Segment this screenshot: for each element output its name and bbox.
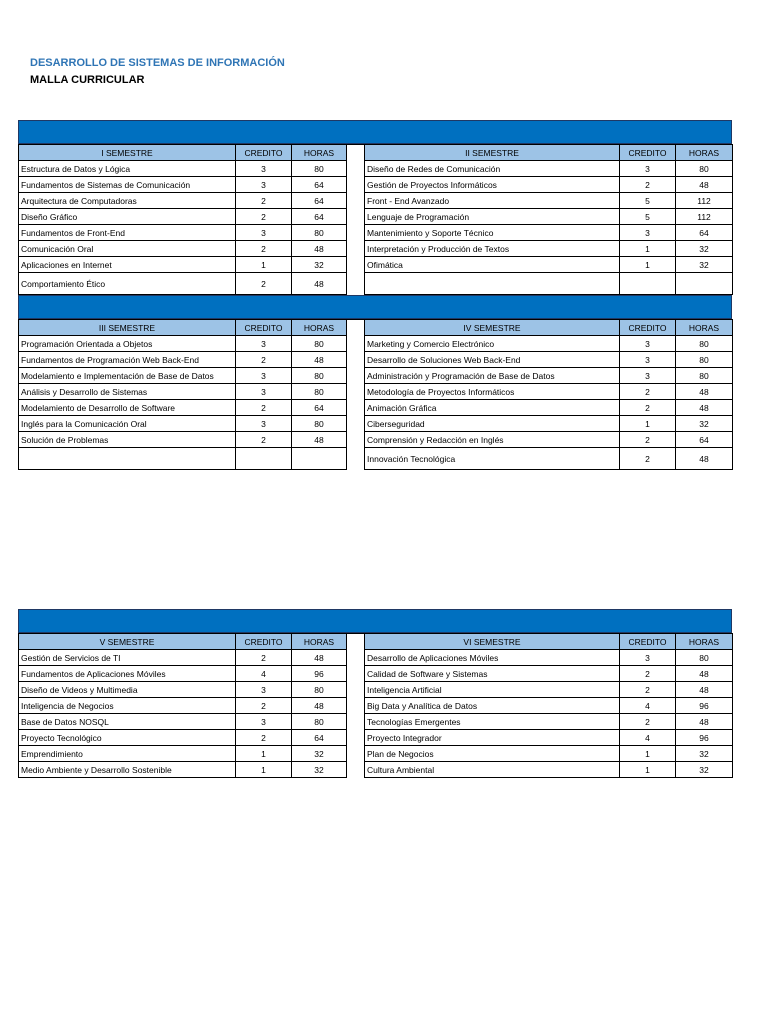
course-hours: 96 (676, 730, 733, 746)
course-credit: 2 (236, 241, 292, 257)
course-credit: 3 (620, 336, 676, 352)
course-credit: 3 (620, 368, 676, 384)
course-name: Lenguaje de Programación (365, 209, 620, 225)
course-name: Comportamiento Ético (19, 273, 236, 295)
hours-column-header: HORAS (676, 320, 733, 336)
course-credit: 2 (236, 352, 292, 368)
course-credit (620, 273, 676, 295)
column-gap (347, 241, 365, 257)
course-credit: 2 (236, 209, 292, 225)
course-credit: 2 (620, 714, 676, 730)
course-credit: 5 (620, 193, 676, 209)
course-credit: 1 (620, 257, 676, 273)
column-gap (347, 634, 365, 650)
column-gap (347, 432, 365, 448)
table-row (19, 161, 733, 177)
semester-block (18, 120, 732, 295)
course-credit: 3 (236, 368, 292, 384)
course-name: Fundamentos de Front-End (19, 225, 236, 241)
hours-column-header: HORAS (292, 145, 347, 161)
hours-column-header: HORAS (676, 634, 733, 650)
semester-block (18, 609, 732, 778)
course-hours: 32 (676, 257, 733, 273)
course-name: Fundamentos de Programación Web Back-End (19, 352, 236, 368)
course-hours: 48 (676, 384, 733, 400)
course-credit: 3 (620, 352, 676, 368)
column-gap (347, 273, 365, 295)
course-hours: 48 (676, 400, 733, 416)
document-title: DESARROLLO DE SISTEMAS DE INFORMACIÓN (30, 57, 285, 69)
course-credit: 2 (236, 400, 292, 416)
table-row (19, 762, 733, 778)
course-hours (676, 273, 733, 295)
table-header-row (19, 145, 733, 161)
course-credit: 2 (620, 177, 676, 193)
table-row (19, 273, 733, 295)
course-hours (292, 448, 347, 470)
course-hours: 32 (292, 257, 347, 273)
column-gap (347, 257, 365, 273)
course-hours: 48 (676, 682, 733, 698)
course-hours: 64 (676, 225, 733, 241)
column-gap (347, 177, 365, 193)
left-semester-label: I SEMESTRE (19, 145, 236, 161)
course-hours: 48 (676, 448, 733, 470)
course-credit: 3 (236, 416, 292, 432)
course-name: Marketing y Comercio Electrónico (365, 336, 620, 352)
course-credit: 2 (236, 193, 292, 209)
table-row (19, 746, 733, 762)
course-name: Diseño de Redes de Comunicación (365, 161, 620, 177)
course-credit: 5 (620, 209, 676, 225)
course-credit: 3 (620, 225, 676, 241)
table-row (19, 177, 733, 193)
course-hours: 48 (292, 241, 347, 257)
right-semester-label: VI SEMESTRE (365, 634, 620, 650)
credit-column-header: CREDITO (620, 145, 676, 161)
course-name: Fundamentos de Aplicaciones Móviles (19, 666, 236, 682)
credit-column-header: CREDITO (236, 320, 292, 336)
column-gap (347, 209, 365, 225)
course-credit: 1 (236, 257, 292, 273)
course-hours: 64 (292, 400, 347, 416)
course-name: Inglés para la Comunicación Oral (19, 416, 236, 432)
course-name: Estructura de Datos y Lógica (19, 161, 236, 177)
course-name: Front - End Avanzado (365, 193, 620, 209)
semester-table (18, 319, 733, 470)
course-name: Ofimática (365, 257, 620, 273)
course-name: Big Data y Analítica de Datos (365, 698, 620, 714)
course-credit: 3 (236, 336, 292, 352)
course-name: Calidad de Software y Sistemas (365, 666, 620, 682)
course-credit: 1 (236, 746, 292, 762)
column-gap (347, 746, 365, 762)
column-gap (347, 666, 365, 682)
course-hours: 112 (676, 193, 733, 209)
right-semester-label: II SEMESTRE (365, 145, 620, 161)
course-hours: 48 (292, 650, 347, 666)
column-gap (347, 730, 365, 746)
course-hours: 80 (292, 714, 347, 730)
semester-table (18, 633, 733, 778)
course-hours: 80 (292, 384, 347, 400)
course-hours: 112 (676, 209, 733, 225)
semester-table (18, 144, 733, 295)
course-name: Arquitectura de Computadoras (19, 193, 236, 209)
course-name: Metodología de Proyectos Informáticos (365, 384, 620, 400)
column-gap (347, 193, 365, 209)
course-credit: 1 (620, 241, 676, 257)
right-semester-label: IV SEMESTRE (365, 320, 620, 336)
left-semester-label: V SEMESTRE (19, 634, 236, 650)
credit-column-header: CREDITO (236, 145, 292, 161)
course-credit: 3 (236, 682, 292, 698)
course-credit: 1 (620, 416, 676, 432)
course-hours: 64 (292, 193, 347, 209)
table-row (19, 225, 733, 241)
course-credit: 3 (236, 384, 292, 400)
course-hours: 32 (292, 746, 347, 762)
course-hours: 32 (676, 762, 733, 778)
course-hours: 48 (676, 714, 733, 730)
course-name: Programación Orientada a Objetos (19, 336, 236, 352)
course-name: Mantenimiento y Soporte Técnico (365, 225, 620, 241)
course-name: Comprensión y Redacción en Inglés (365, 432, 620, 448)
course-credit: 2 (620, 666, 676, 682)
column-gap (347, 384, 365, 400)
course-name: Cultura Ambiental (365, 762, 620, 778)
course-name (19, 448, 236, 470)
column-gap (347, 448, 365, 470)
course-hours: 80 (676, 650, 733, 666)
course-name: Desarrollo de Aplicaciones Móviles (365, 650, 620, 666)
table-row (19, 698, 733, 714)
course-hours: 80 (676, 368, 733, 384)
column-gap (347, 352, 365, 368)
column-gap (347, 762, 365, 778)
course-name: Desarrollo de Soluciones Web Back-End (365, 352, 620, 368)
course-name: Gestión de Servicios de TI (19, 650, 236, 666)
course-name: Plan de Negocios (365, 746, 620, 762)
course-credit: 3 (236, 225, 292, 241)
credit-column-header: CREDITO (620, 320, 676, 336)
table-row (19, 193, 733, 209)
table-header-row (19, 320, 733, 336)
table-row (19, 416, 733, 432)
table-row (19, 368, 733, 384)
course-hours: 80 (292, 416, 347, 432)
course-hours: 48 (292, 432, 347, 448)
course-hours: 48 (292, 352, 347, 368)
course-name: Fundamentos de Sistemas de Comunicación (19, 177, 236, 193)
course-hours: 32 (676, 241, 733, 257)
course-name: Comunicación Oral (19, 241, 236, 257)
course-name: Innovación Tecnológica (365, 448, 620, 470)
course-name: Animación Gráfica (365, 400, 620, 416)
column-gap (347, 400, 365, 416)
course-name (365, 273, 620, 295)
course-hours: 32 (292, 762, 347, 778)
course-hours: 80 (292, 161, 347, 177)
course-name: Ciberseguridad (365, 416, 620, 432)
course-credit: 4 (620, 698, 676, 714)
course-credit: 3 (236, 714, 292, 730)
block-header-bar (18, 609, 732, 633)
course-name: Gestión de Proyectos Informáticos (365, 177, 620, 193)
course-hours: 48 (676, 666, 733, 682)
course-hours: 80 (676, 336, 733, 352)
table-row (19, 241, 733, 257)
semester-block (18, 295, 732, 470)
course-hours: 80 (676, 161, 733, 177)
table-row (19, 432, 733, 448)
table-row (19, 666, 733, 682)
table-row (19, 650, 733, 666)
hours-column-header: HORAS (292, 320, 347, 336)
course-name: Inteligencia Artificial (365, 682, 620, 698)
course-credit: 1 (236, 762, 292, 778)
course-credit: 4 (236, 666, 292, 682)
table-row (19, 682, 733, 698)
course-hours: 32 (676, 416, 733, 432)
course-hours: 64 (292, 730, 347, 746)
course-credit: 2 (236, 650, 292, 666)
course-credit: 3 (620, 650, 676, 666)
block-header-bar (18, 120, 732, 144)
column-gap (347, 650, 365, 666)
course-name: Medio Ambiente y Desarrollo Sostenible (19, 762, 236, 778)
course-name: Análisis y Desarrollo de Sistemas (19, 384, 236, 400)
column-gap (347, 320, 365, 336)
course-hours: 80 (292, 682, 347, 698)
course-credit (236, 448, 292, 470)
course-name: Interpretación y Producción de Textos (365, 241, 620, 257)
course-hours: 80 (292, 336, 347, 352)
course-credit: 3 (236, 161, 292, 177)
course-name: Administración y Programación de Base de Datos (365, 368, 620, 384)
course-credit: 3 (620, 161, 676, 177)
column-gap (347, 714, 365, 730)
hours-column-header: HORAS (292, 634, 347, 650)
course-name: Solución de Problemas (19, 432, 236, 448)
table-row (19, 209, 733, 225)
course-name: Diseño de Videos y Multimedia (19, 682, 236, 698)
course-name: Base de Datos NOSQL (19, 714, 236, 730)
table-row (19, 400, 733, 416)
course-hours: 96 (676, 698, 733, 714)
course-name: Proyecto Integrador (365, 730, 620, 746)
course-credit: 4 (620, 730, 676, 746)
course-name: Tecnologías Emergentes (365, 714, 620, 730)
course-credit: 2 (236, 432, 292, 448)
course-credit: 2 (620, 682, 676, 698)
course-hours: 64 (292, 177, 347, 193)
course-name: Aplicaciones en Internet (19, 257, 236, 273)
table-row (19, 257, 733, 273)
column-gap (347, 161, 365, 177)
course-credit: 2 (620, 432, 676, 448)
table-header-row (19, 634, 733, 650)
table-row (19, 714, 733, 730)
column-gap (347, 698, 365, 714)
column-gap (347, 416, 365, 432)
course-name: Proyecto Tecnológico (19, 730, 236, 746)
course-hours: 48 (292, 273, 347, 295)
course-hours: 48 (292, 698, 347, 714)
table-row (19, 384, 733, 400)
credit-column-header: CREDITO (620, 634, 676, 650)
course-credit: 2 (236, 730, 292, 746)
table-row (19, 448, 733, 470)
column-gap (347, 145, 365, 161)
course-hours: 64 (292, 209, 347, 225)
course-name: Emprendimiento (19, 746, 236, 762)
course-credit: 2 (620, 400, 676, 416)
course-credit: 3 (236, 177, 292, 193)
left-semester-label: III SEMESTRE (19, 320, 236, 336)
course-name: Modelamiento de Desarrollo de Software (19, 400, 236, 416)
table-row (19, 336, 733, 352)
course-credit: 2 (620, 384, 676, 400)
course-credit: 1 (620, 762, 676, 778)
course-credit: 2 (620, 448, 676, 470)
course-name: Inteligencia de Negocios (19, 698, 236, 714)
course-hours: 96 (292, 666, 347, 682)
course-credit: 1 (620, 746, 676, 762)
course-hours: 48 (676, 177, 733, 193)
course-credit: 2 (236, 698, 292, 714)
course-hours: 80 (676, 352, 733, 368)
table-row (19, 730, 733, 746)
hours-column-header: HORAS (676, 145, 733, 161)
course-hours: 80 (292, 225, 347, 241)
course-hours: 64 (676, 432, 733, 448)
course-hours: 32 (676, 746, 733, 762)
column-gap (347, 682, 365, 698)
column-gap (347, 368, 365, 384)
course-name: Diseño Gráfico (19, 209, 236, 225)
course-hours: 80 (292, 368, 347, 384)
course-name: Modelamiento e Implementación de Base de Datos (19, 368, 236, 384)
course-credit: 2 (236, 273, 292, 295)
column-gap (347, 336, 365, 352)
credit-column-header: CREDITO (236, 634, 292, 650)
column-gap (347, 225, 365, 241)
block-header-bar (18, 295, 732, 319)
table-row (19, 352, 733, 368)
document-subtitle: MALLA CURRICULAR (30, 74, 145, 86)
